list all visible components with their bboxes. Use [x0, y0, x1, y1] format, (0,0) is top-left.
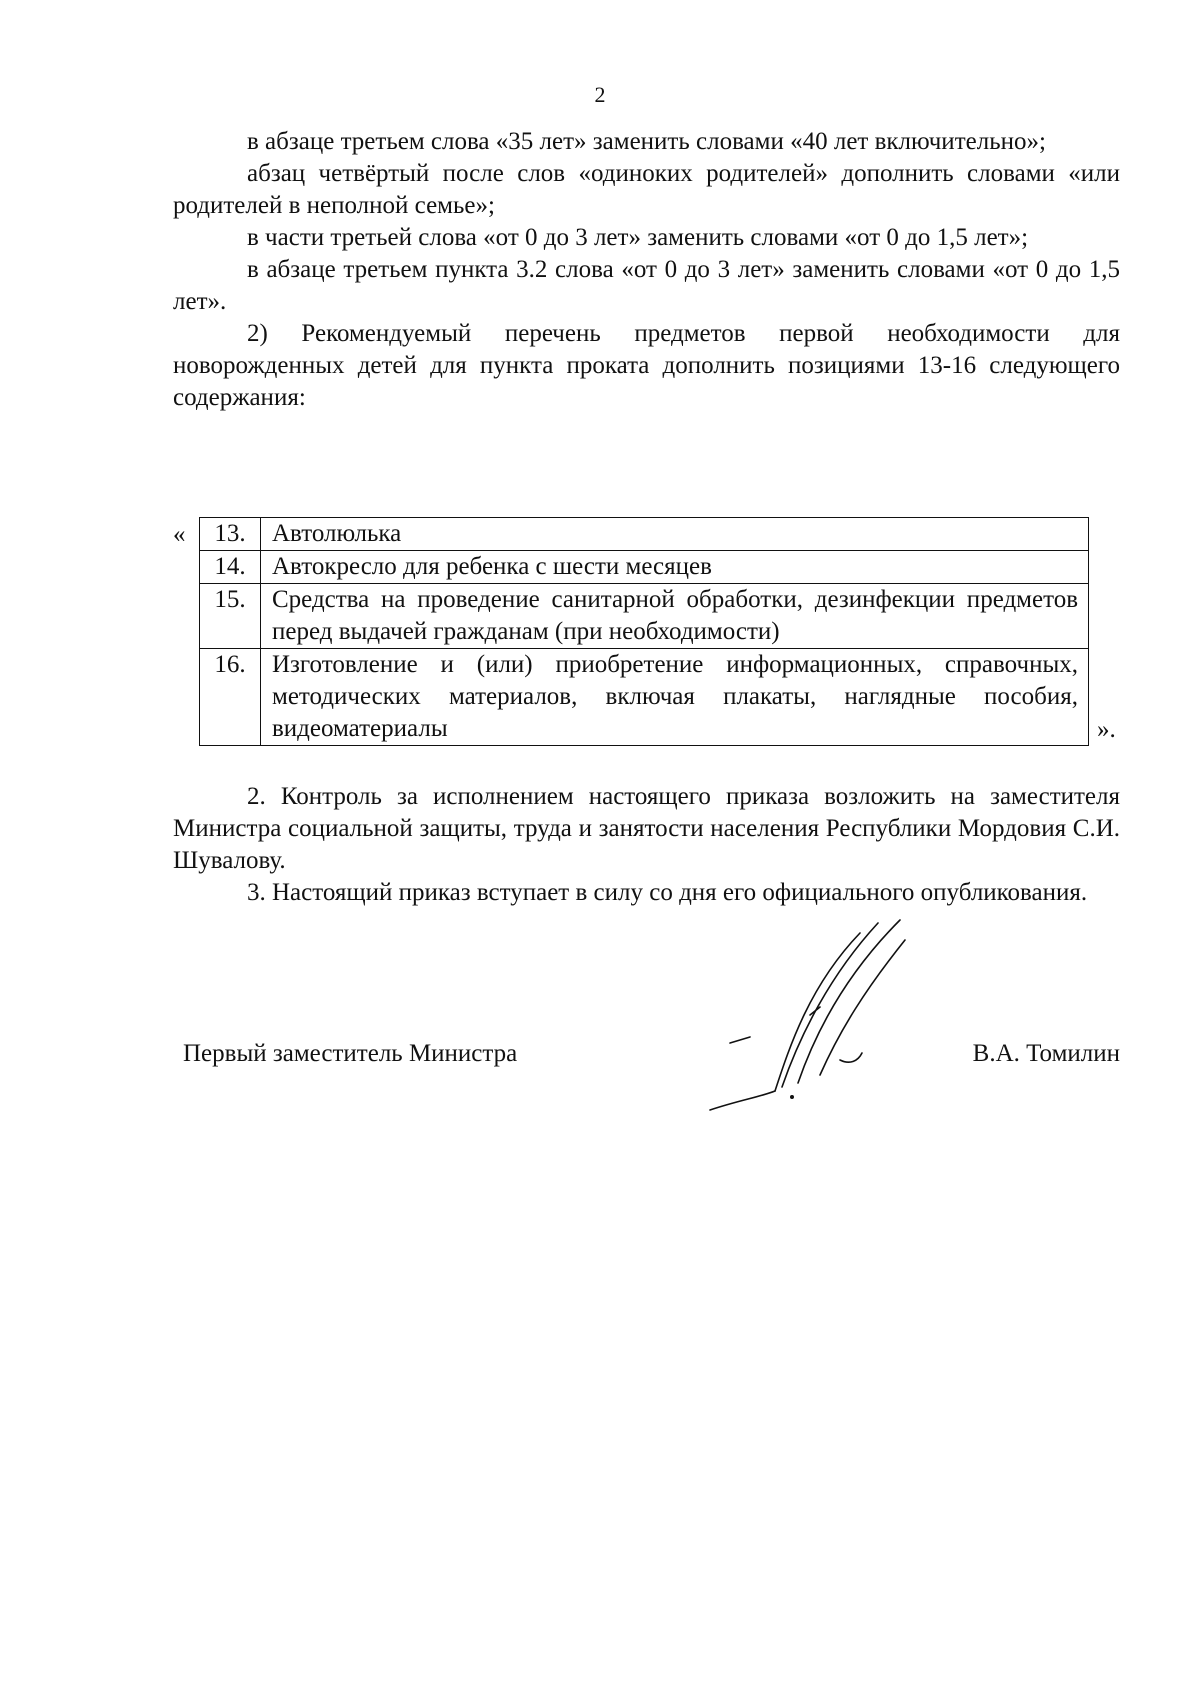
item-number: 14.: [200, 551, 261, 584]
table-open-quote: «: [173, 521, 186, 548]
item-text: Автолюлька: [261, 518, 1089, 551]
closing-text: [173, 781, 1120, 909]
paragraph: абзац четвёртый после слов «одиноких родителей» дополнить словами «или родителей в неполной семье»;: [173, 160, 1120, 219]
paragraph: 2) Рекомендуемый перечень предметов первой необходимости для новорожденных детей для пункта проката дополнить позициями 13-16 следующего содержания:: [173, 320, 1120, 411]
paragraph: в абзаце третьем слова «35 лет» заменить словами «40 лет включительно»;: [247, 128, 1046, 155]
item-text: Изготовление и (или) приобретение информационных, справочных, методических материалов, включая плакаты, наглядные пособия, видеоматериалы: [261, 649, 1089, 746]
paragraph: 3. Настоящий приказ вступает в силу со дня его официального опубликования.: [247, 879, 1088, 906]
amendments-text: [173, 126, 1120, 414]
signatory-name: В.А. Томилин: [972, 1040, 1120, 1067]
signatory-position: Первый заместитель Министра: [183, 1040, 518, 1067]
handwritten-signature: [700, 915, 940, 1125]
table-row: [200, 551, 1089, 584]
page-number: 2: [594, 82, 606, 107]
table-row: [200, 518, 1089, 551]
table-row: [200, 584, 1089, 649]
paragraph: 2. Контроль за исполнением настоящего приказа возложить на заместителя Министра социальной защиты, труда и занятости населения Республики Мордовия С.И. Шувалову.: [173, 783, 1120, 874]
items-table: [199, 517, 1089, 746]
item-text: Автокресло для ребенка с шести месяцев: [261, 551, 1089, 584]
table-close-quote: ».: [1097, 716, 1116, 743]
paragraph: в абзаце третьем пункта 3.2 слова «от 0 до 3 лет» заменить словами «от 0 до 1,5 лет».: [173, 256, 1120, 315]
table-row: [200, 649, 1089, 746]
item-number: 13.: [200, 518, 261, 551]
paragraph: в части третьей слова «от 0 до 3 лет» заменить словами «от 0 до 1,5 лет»;: [247, 224, 1029, 251]
item-number: 16.: [200, 649, 261, 746]
item-text: Средства на проведение санитарной обработки, дезинфекции предметов перед выдачей гражданам (при необходимости): [261, 584, 1089, 649]
item-number: 15.: [200, 584, 261, 649]
